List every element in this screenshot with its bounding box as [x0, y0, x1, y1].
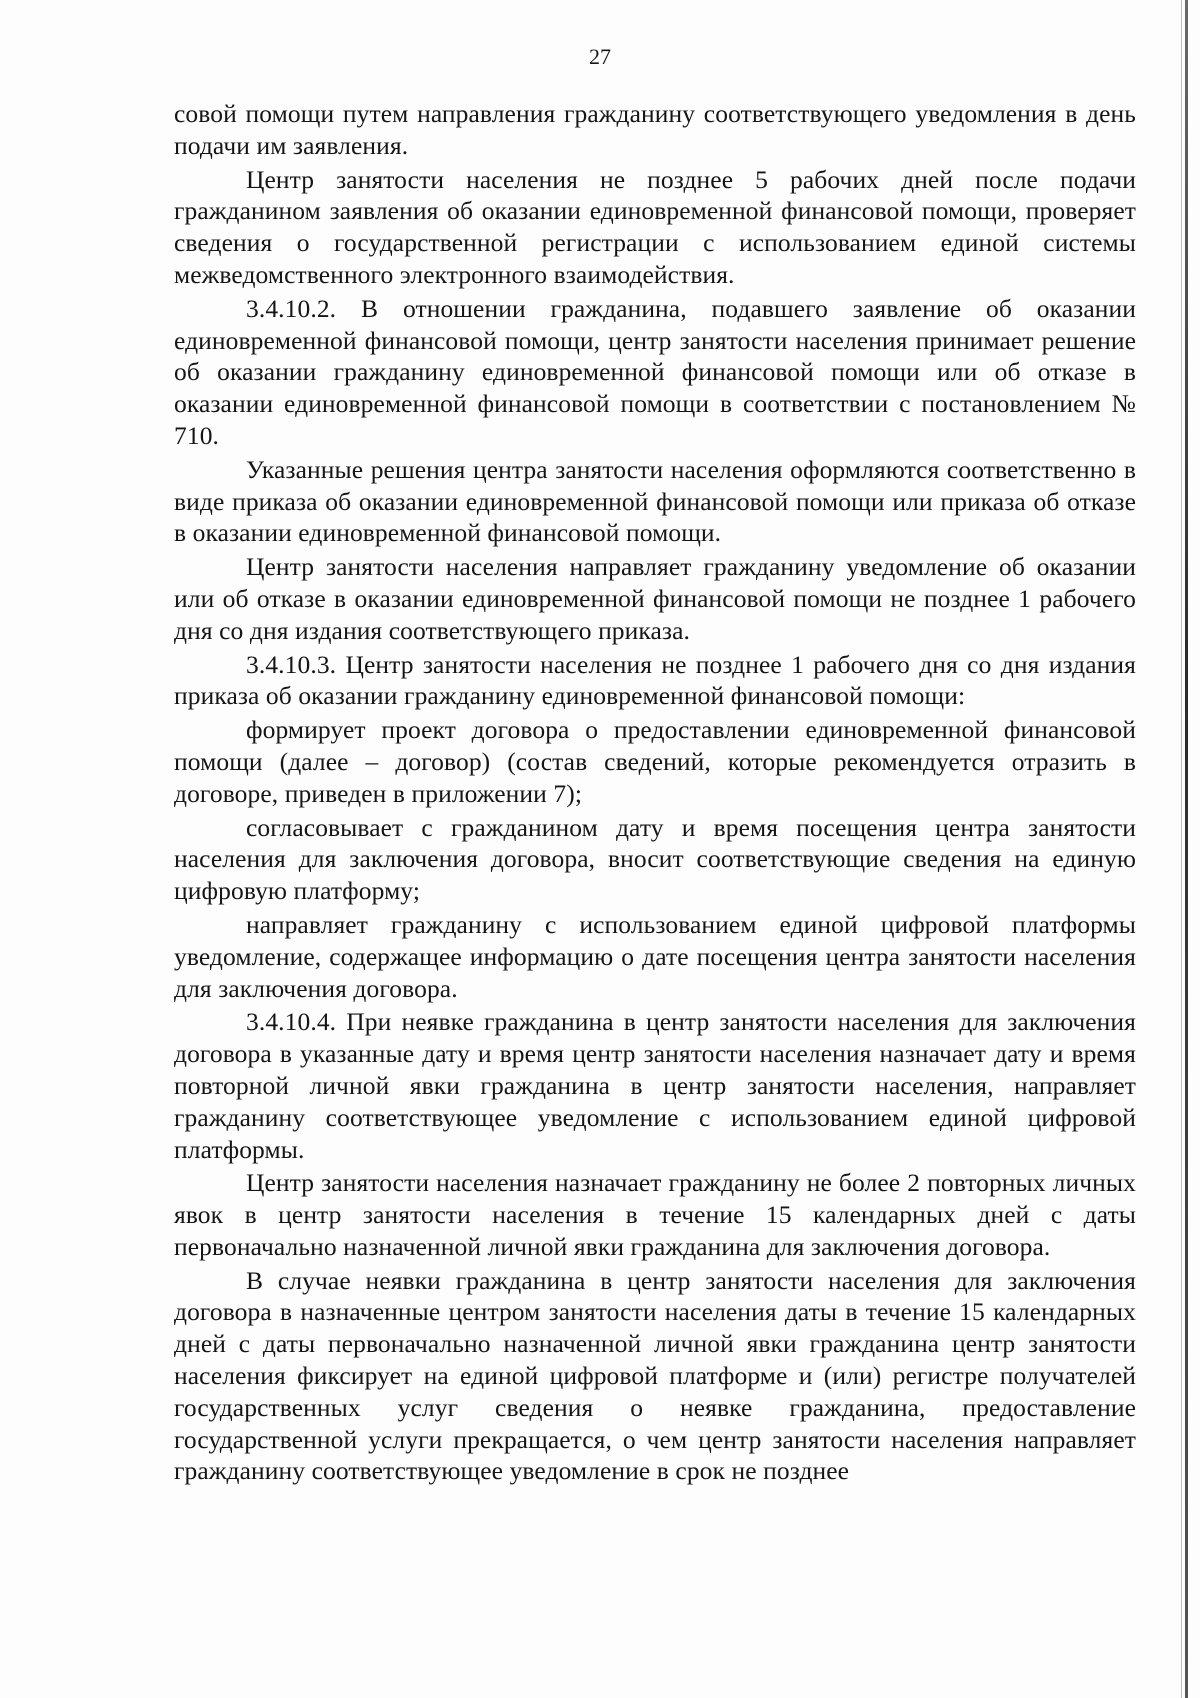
paragraph-7: формирует проект договора о предоставлении единовременной финансовой помощи (далее – договор) (состав сведений, которые рекомендуется отразить в договоре, приведен в приложении 7); — [174, 715, 1136, 808]
scan-edge — [1185, 0, 1188, 1698]
paragraph-3: 3.4.10.2. В отношении гражданина, подавшего заявление об оказании единовременной финансовой помощи, центр занятости населения принимает решение об оказании гражданину единовременной финансовой помощи или об отказе в оказании единовременной финансовой помощи в соответствии с постановлением № 710. — [174, 293, 1136, 450]
paragraph-5: Центр занятости населения направляет гражданину уведомление об оказании или об отказе в оказании единовременной финансовой помощи не позднее 1 рабочего дня со дня издания соответствующего приказа. — [174, 552, 1136, 645]
paragraph-11: Центр занятости населения назначает гражданину не более 2 повторных личных явок в центр занятости населения в течение 15 календарных дней с даты первоначально назначенной личной явки гражданина для заключения договора. — [174, 1168, 1136, 1261]
page-number: 27 — [589, 44, 611, 69]
paragraph-12: В случае неявки гражданина в центр занятости населения для заключения договора в назначенные центром занятости населения даты в течение 15 календарных дней с даты первоначально назначенной личной явки гражданина центр занятости населения фиксирует на единой цифровой платформе и (или) регистре получателей государственных услуг сведения о неявке гражданина, предоставление государственной услуги прекращается, о чем центр занятости населения направляет гражданину соответствующее уведомление в срок не позднее — [174, 1265, 1136, 1486]
paragraph-10: 3.4.10.4. При неявке гражданина в центр занятости населения для заключения договора в указанные дату и время центр занятости населения назначает дату и время повторной личной явки гражданина в центр занятости населения, направляет гражданину соответствующее уведомление с использованием единой цифровой платформы. — [174, 1007, 1136, 1164]
document-body — [174, 98, 1136, 1489]
paragraph-8: согласовывает с гражданином дату и время посещения центра занятости населения для заключения договора, вносит соответствующие сведения на единую цифровую платформу; — [174, 812, 1136, 906]
paragraph-4: Указанные решения центра занятости населения оформляются соответственно в виде приказа об оказании единовременной финансовой помощи или приказа об отказе в оказании единовременной финансовой помощи. — [174, 454, 1136, 548]
paragraph-1: совой помощи путем направления гражданину соответствующего уведомления в день подачи им заявления. — [174, 99, 1136, 160]
paragraph-2: Центр занятости населения не позднее 5 рабочих дней после подачи гражданином заявления об оказании единовременной финансовой помощи, проверяет сведения о государственной регистрации с использованием единой системы межведомственного электронного взаимодействия. — [174, 164, 1136, 289]
scan-edge-thin — [1181, 0, 1182, 1698]
paragraph-9: направляет гражданину с использованием единой цифровой платформы уведомление, содержащее информацию о дате посещения центра занятости населения для заключения договора. — [174, 909, 1136, 1003]
paragraph-6: 3.4.10.3. Центр занятости населения не позднее 1 рабочего дня со дня издания приказа об оказании гражданину единовременной финансовой помощи: — [174, 649, 1136, 711]
